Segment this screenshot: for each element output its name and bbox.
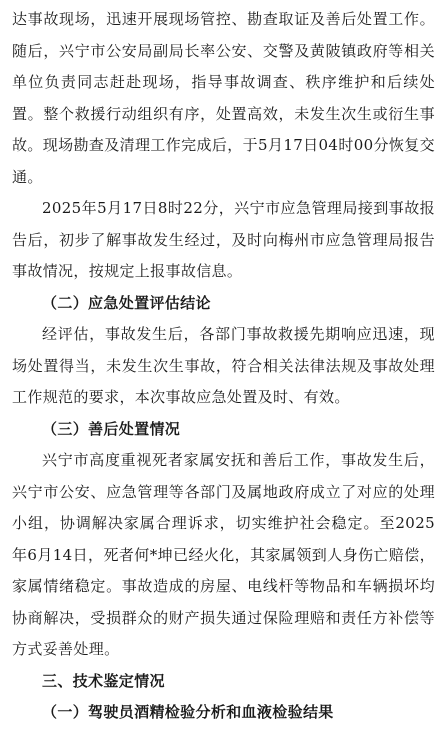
paragraph-response-on-site: 达事故现场，迅速开展现场管控、勘查取证及善后处置工作。随后，兴宁市公安局副局长率公安、交警及黄陂镇政府等相关单位负责同志赶赴现场，指导事故调查、秩序维护和后续处置。整个救援行动组织有序，处置高效，未发生次生或衍生事故。现场勘查及清理工作完成后，于5月17日04时00分恢复交通。: [12, 10, 435, 186]
heading-driver-alcohol-test: （一）驾驶员酒精检验分析和血液检验结果: [42, 703, 334, 721]
heading-assessment: （二）应急处置评估结论: [42, 293, 211, 312]
paragraph-aftermath: 兴宁市高度重视死者家属安抚和善后工作，事故发生后，兴宁市公安、应急管理等各部门及属地政府成立了对应的处理小组，协调解决家属合理诉求，切实维护社会稳定。至2025年6月14日，死者何*坤已经火化，其家属领到人身伤亡赔偿，家属情绪稳定。事故造成的房屋、电线杆等物品和车辆损坏均协商解决，受损群众的财产损失通过保险理赔和责任方补偿等方式妥善处理。: [12, 451, 435, 658]
paragraph-assessment: 经评估，事故发生后，各部门事故救援先期响应迅速，现场处置得当，未发生次生事故，符合相关法律法规及事故处理工作规范的要求，本次事故应急处置及时、有效。: [12, 325, 435, 406]
paragraph-report-timeline: 2025年5月17日8时22分，兴宁市应急管理局接到事故报告后，初步了解事故发生经过，及时向梅州市应急管理局报告事故情况，按规定上报事故信息。: [12, 199, 435, 280]
heading-technical-appraisal: 三、技术鉴定情况: [42, 671, 165, 690]
heading-aftermath: （三）善后处置情况: [42, 419, 181, 438]
